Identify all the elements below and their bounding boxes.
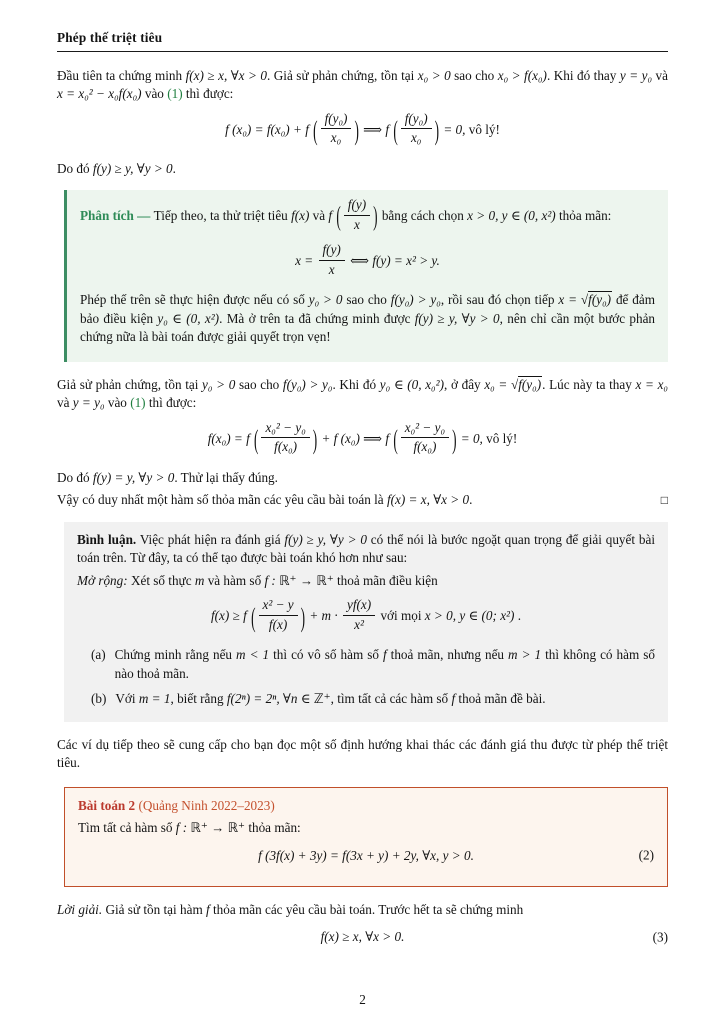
problem-2-title [78, 797, 654, 815]
display-equation-c: f(x₀) = f ( $\frac{\text{x₀² − y₀}}{\text{f(x₀)}}$ ) + f (x₀) ⟹ f ( $\frac{\text{x₀² − y₀}}{\text{f(x₀)}}$ ) = 0, vô lý! [57, 422, 668, 458]
item-b-text: Với m = 1, biết rằng f(2ⁿ) = 2ⁿ, ∀n ∈ ℤ⁺, tìm tất cả các hàm số f thoả mãn đề bài. [115, 691, 546, 707]
math-run: m < 1 [236, 647, 270, 663]
intro-paragraph-2: Do đó f(y) ≥ y, ∀y > 0. [57, 160, 176, 176]
math-run: + m · [306, 608, 341, 624]
math-run: x = [558, 292, 581, 308]
analysis-box [64, 190, 668, 361]
item-a-label: (a) [91, 647, 106, 663]
comment-box [64, 522, 668, 722]
math-run: f(x) = x, ∀x > 0 [386, 492, 470, 508]
solution-intro: Lời giải. Giả sử tồn tại hàm f thỏa mãn các yêu cầu bài toán. Trước hết ta sẽ chứng minh [57, 901, 524, 917]
item-b-label: (b) [91, 691, 107, 707]
math-run: y₀ ∈ (0, x₀²) [379, 376, 444, 392]
problem-2-box [64, 787, 668, 887]
math-run: f(x) ≥ x, ∀x > 0. [320, 929, 405, 945]
math-run: ⟺ f(y) = x² > y. [346, 253, 440, 269]
math-run: ⟹ f [359, 122, 393, 137]
conclusion-text: Vậy có duy nhất một hàm số thỏa mãn các yêu cầu bài toán là f(x) = x, ∀x > 0. [57, 492, 473, 508]
math-run: x > 0, y ∈ (0; x²) [424, 608, 515, 624]
big-paren-open-icon: ( [251, 601, 256, 633]
transition-paragraph: Các ví dụ tiếp theo sẽ cung cấp cho bạn đọc một số định hướng khai thác các đánh giá thu được từ phép thế triệt tiêu. [57, 736, 668, 771]
analysis-paragraph-2: Phép thế trên sẽ thực hiện được nếu có số y₀ > 0 sao cho f(y₀) > y₀, rồi sau đó chọn tiếp x = √f(y₀) để đảm bảo điều kiện y₀ ∈ (0, x²). Mà ở trên ta đã chứng minh được f(y) ≥ y, ∀y > 0, nên chỉ cần một bước phản chứng nữa là bài toán được giải quyết trọn vẹn! [80, 292, 656, 345]
math-run: f (3f(x) + 3y) = f(3x + y) + 2y, ∀x, y > 0. [258, 847, 474, 863]
math-run: f(y₀) > y₀ [390, 292, 441, 308]
intro-paragraph-1: Đầu tiên ta chứng minh f(x) ≥ x, ∀x > 0. Giả sử phản chứng, tồn tại x₀ > 0 sao cho x₀ > f(x₀). Khi đó thay y = y₀ và x = x₀² − x₀f(x₀) vào (1) thì được: [57, 68, 668, 102]
math-run: f(y) ≥ y, ∀y > 0 [284, 531, 367, 547]
comment-paragraph-1: Bình luận. Việc phát hiện ra đánh giá f(y) ≥ y, ∀y > 0 có thể nói là bước ngoặt quan trọng để giải quyết bài toán trên. Từ đây, ta có thể tạo được bài toán khó hơn như sau: [77, 531, 655, 566]
comment-item-b [91, 690, 655, 708]
math-run: y = y₀ [619, 68, 653, 83]
math-run: y₀ > 0 [202, 376, 236, 392]
big-paren-close-icon: ) [373, 200, 378, 232]
math-run: y = y₀ [72, 395, 105, 411]
analysis-equation [80, 244, 655, 280]
math-run: f(y) = y, ∀y > 0 [92, 469, 175, 485]
problem-source-label: (Quảng Ninh 2022–2023) [135, 797, 275, 813]
page-title: Phép thế triệt tiêu [57, 30, 163, 45]
problem-2-equation [258, 848, 474, 863]
sqrt-expression: √f(y₀) [510, 376, 542, 392]
math-run: x = x₀ [635, 376, 669, 392]
italic-text: Lời giải. [57, 901, 103, 917]
math-run: f(x) ≥ x, ∀x > 0 [185, 68, 267, 83]
sqrt-expression: √f(y₀) [580, 292, 612, 308]
big-paren-open-icon: ( [254, 424, 259, 456]
math-run: f [328, 208, 336, 224]
math-run: x₀ > f(x₀) [497, 68, 547, 83]
comment-equation: f(x) ≥ f ( $\frac{\text{x² − y}}{f(x)}$ ) + m · $\frac{yf(x)}{\text{x²}}$ với mọi x > 0, y ∈ (0; x²) . [77, 599, 655, 635]
display-equation-a: f (x₀) = f(x₀) + f ( $\frac{\text{f(y₀)}}{\text{x₀}}$ ) ⟹ f ( $\frac{\text{f(y₀)}}{\text{x₀}}$ ) = 0, vô lý! [57, 113, 668, 149]
big-paren-open-icon: ( [393, 115, 398, 147]
problem-2-equation-row [78, 847, 654, 864]
fraction: $\frac{\text{x₀² − y₀}}{\text{f(x₀)}}$ [261, 420, 309, 456]
math-run: = 0, [457, 430, 483, 446]
proof-paragraph-1: Giả sử phản chứng, tồn tại y₀ > 0 sao cho f(y₀) > y₀. Khi đó y₀ ∈ (0, x₀²), ở đây x₀ = √f(y₀). Lúc này ta thay x = x₀ và y = y₀ vào (1) thì được: [57, 376, 669, 411]
math-run: f [451, 691, 456, 707]
math-run: m > 1 [508, 647, 542, 663]
fraction: $\frac{yf(x)}{\text{x²}}$ [343, 597, 375, 633]
big-paren-close-icon: ) [452, 424, 457, 456]
math-run: f(y) ≥ y, ∀y > 0 [92, 160, 173, 176]
comment-item-a [91, 646, 655, 683]
fraction: $\frac{f(y)}{x}$ [319, 242, 345, 278]
big-paren-close-icon: ) [300, 601, 306, 633]
math-run: f(x₀) = f [207, 430, 254, 446]
math-run: x₀ = [484, 376, 511, 392]
qed-symbol: □ [660, 493, 668, 508]
math-run: m = 1 [138, 691, 171, 707]
fraction: $\frac{\text{x₀² − y₀}}{\text{f(x₀)}}$ [401, 420, 449, 456]
fraction: $\frac{\text{f(y₀)}}{\text{x₀}}$ [321, 111, 352, 147]
big-paren-open-icon: ( [393, 424, 398, 456]
equation-ref-link[interactable]: (1) [167, 86, 183, 102]
math-run: y₀ ∈ (0, x²) [157, 310, 220, 326]
solution-equation-row [57, 928, 668, 945]
header-rule [57, 51, 668, 52]
analysis-label: Phân tích — [80, 208, 154, 224]
big-paren-close-icon: ) [354, 115, 359, 147]
math-run: f(2ⁿ) = 2ⁿ, ∀n ∈ ℤ⁺ [226, 691, 331, 707]
math-run: f : ℝ⁺ → ℝ⁺ [264, 572, 334, 588]
page-number: 2 [359, 992, 366, 1007]
fraction: $\frac{\text{f(y₀)}}{\text{x₀}}$ [401, 111, 432, 147]
math-run: y₀ > 0 [308, 292, 343, 308]
analysis-paragraph-1: Phân tích — Tiếp theo, ta thử triệt tiêu f(x) và f ( $\frac{f(y)}{x}$ ) bằng cách chọn x > 0, y ∈ (0, x²) thỏa mãn: [80, 199, 655, 235]
math-run: f [206, 901, 210, 917]
fraction: $\frac{f(y)}{x}$ [344, 197, 370, 233]
math-run: x > 0, y ∈ (0, x²) [467, 208, 556, 224]
math-run: f(x) [291, 208, 310, 224]
italic-text: Mở rộng: [77, 572, 128, 588]
big-paren-close-icon: ) [434, 115, 440, 147]
big-paren-open-icon: ( [336, 200, 341, 232]
math-run: x = x₀² − x₀f(x₀) [57, 86, 142, 102]
math-run: f(x) ≥ f [211, 608, 251, 624]
math-run: f(y) ≥ y, ∀y > 0 [414, 310, 500, 326]
math-run: f [382, 647, 387, 663]
math-run: = 0, [440, 122, 466, 137]
conclusion-line [57, 491, 668, 509]
comment-paragraph-2: Mở rộng: Xét số thực m và hàm số f : ℝ⁺ → ℝ⁺ thoả mãn điều kiện [77, 572, 438, 588]
math-run: x₀ > 0 [417, 68, 451, 83]
math-run: m [194, 572, 205, 588]
equation-ref-link[interactable]: (1) [130, 395, 146, 411]
bold-text: Bình luận. [77, 531, 137, 547]
equation-tag-3: (3) [652, 929, 668, 945]
problem-2-statement: Tìm tất cả hàm số f : ℝ⁺ → ℝ⁺ thỏa mãn: [78, 820, 301, 836]
math-run: x = [295, 253, 317, 269]
fraction: $\frac{\text{x² − y}}{f(x)}$ [259, 597, 298, 633]
math-run: + f (x₀) ⟹ f [318, 430, 393, 446]
proof-paragraph-2: Do đó f(y) = y, ∀y > 0. Thử lại thấy đúng. [57, 469, 278, 485]
big-paren-close-icon: ) [312, 424, 318, 456]
equation-tag-2: (2) [638, 847, 654, 863]
math-run: f(y₀) > y₀ [282, 376, 333, 392]
problem-number-label: Bài toán 2 [78, 797, 136, 813]
math-run: f (x₀) = f(x₀) + f [225, 122, 313, 137]
math-run: f : ℝ⁺ → ℝ⁺ [175, 820, 246, 836]
solution-equation [321, 929, 405, 944]
big-paren-open-icon: ( [313, 115, 318, 147]
item-a-text: Chứng minh rằng nếu m < 1 thì có vô số hàm số f thoả mãn, nhưng nếu m > 1 thì không có hàm số nào thoả mãn. [114, 647, 655, 681]
